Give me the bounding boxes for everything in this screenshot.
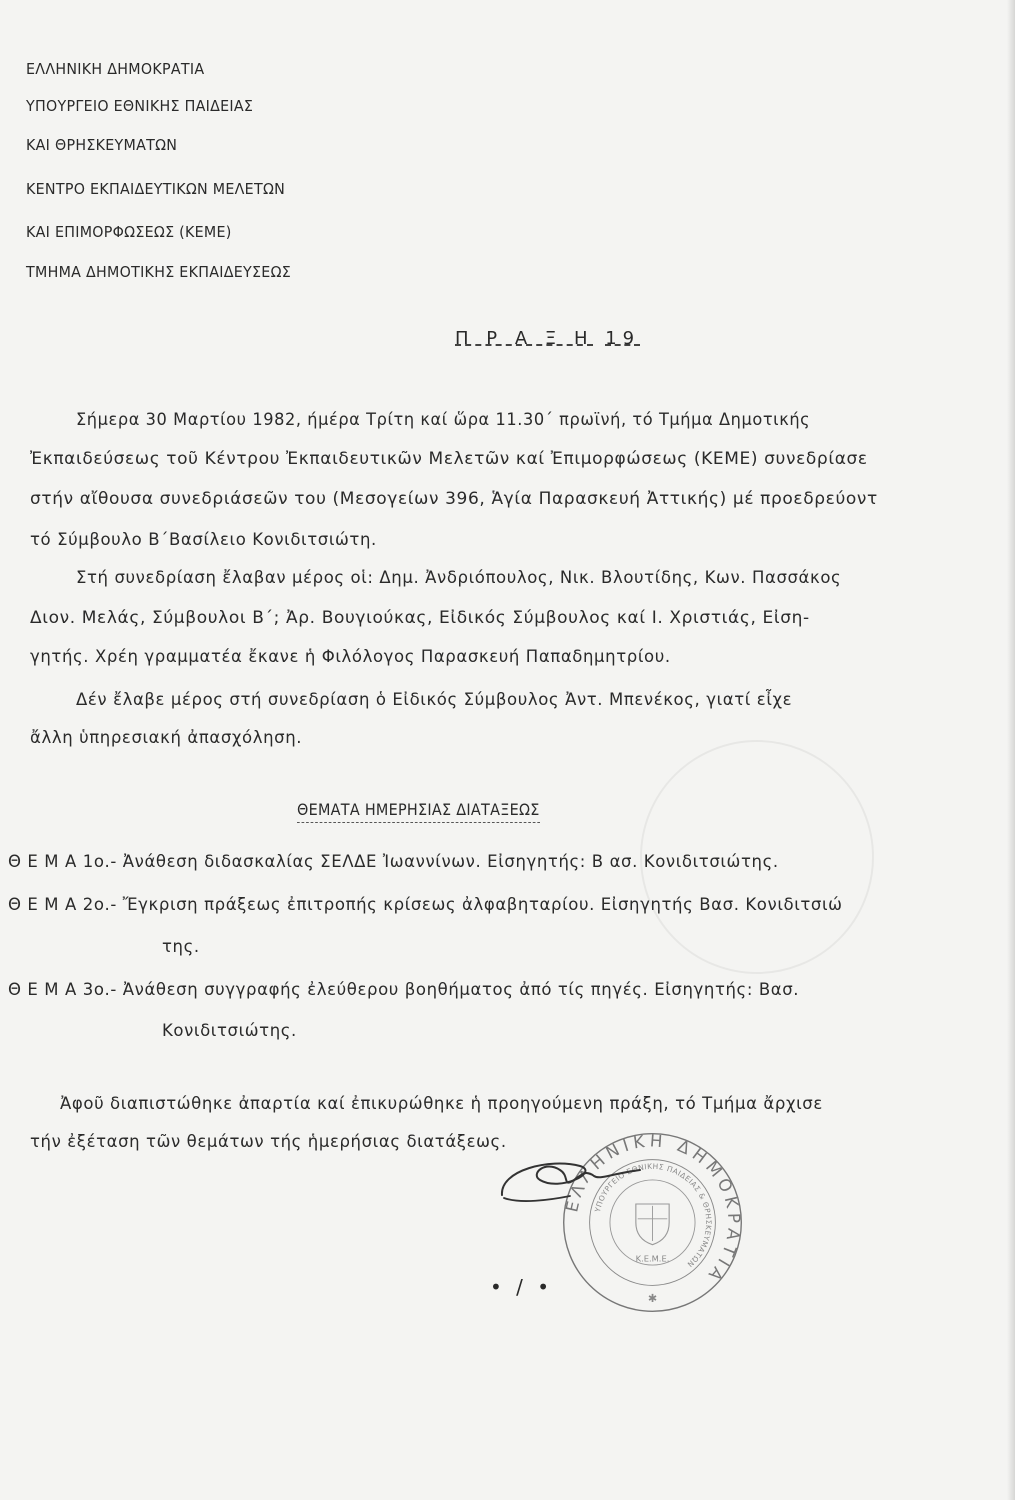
header-line-4: ΚΕΝΤΡΟ ΕΚΠΑΙΔΕΥΤΙΚΩΝ ΜΕΛΕΤΩΝ [26, 180, 286, 198]
closing-line-2: τήν ἐξέταση τῶν θεμάτων τής ἡμερήσιας διατάξεως. [30, 1132, 507, 1151]
paragraph-2-line-2: Διον. Μελάς, Σύμβουλοι Β΄; Ἀρ. Βουγιούκας, Εἰδικός Σύμβουλος καί Ι. Χριστιάς, Εἰση- [30, 608, 810, 627]
continued-marker: • / • [490, 1275, 554, 1299]
paragraph-2-line-3: γητής. Χρέη γραμματέα ἔκανε ἡ Φιλόλογος Παρασκευή Παπαδημητρίου. [30, 647, 671, 666]
agenda-item-2-line-1: Θ Ε Μ Α 2ο.- Ἔγκριση πράξεως ἐπιτροπής κρίσεως ἀλφαβηταρίου. Εἰσηγητής Βασ. Κονιδιτσιώ [8, 895, 843, 914]
seal-center-text: Κ.Ε.Μ.Ε. [635, 1253, 670, 1264]
paragraph-1-line-4: τό Σύμβουλο Β΄Βασίλειο Κονιδιτσιώτη. [30, 530, 377, 549]
paragraph-2-line-1: Στή συνεδρίαση ἔλαβαν μέρος οἱ: Δημ. Ἀνδριόπουλος, Νικ. Βλουτίδης, Κων. Πασσάκος [76, 568, 842, 587]
paragraph-1-line-2: Ἐκπαιδεύσεως τοῦ Κέντρου Ἐκπαιδευτικῶν Μελετῶν καί Ἐπιμορφώσεως (ΚΕΜΕ) συνεδρίασε [30, 449, 868, 468]
seal-outer-text: ΕΛΛΗΝΙΚΗ ΔΗΜΟΚΡΑΤΙΑ [562, 1131, 744, 1288]
handwritten-signature [490, 1140, 650, 1220]
closing-line-1: Ἀφοῦ διαπιστώθηκε ἀπαρτία καί ἐπικυρώθηκε ἡ προηγούμενη πράξη, τό Τμήμα ἄρχισε [60, 1094, 823, 1113]
agenda-title: ΘΕΜΑΤΑ ΗΜΕΡΗΣΙΑΣ ΔΙΑΤΑΞΕΩΣ [297, 800, 540, 823]
paragraph-1-line-3: στήν αἴθουσα συνεδριάσεῶν του (Μεσογείων 396, Ἁγία Παρασκευή Ἀττικής) μέ προεδρεύοντ [30, 489, 878, 508]
paragraph-3-line-2: ἄλλη ὑπηρεσιακή ἀπασχόληση. [30, 728, 303, 747]
paragraph-3-line-1: Δέν ἔλαβε μέρος στή συνεδρίαση ὁ Εἰδικός Σύμβουλος Ἀντ. Μπενέκος, γιατί εἶχε [76, 690, 793, 709]
paragraph-1-line-1: Σήμερα 30 Μαρτίου 1982, ήμέρα Τρίτη καί ὥρα 11.30΄ πρωϊνή, τό Τμήμα Δημοτικής [76, 410, 811, 429]
title-number: 19 [605, 328, 641, 349]
agenda-item-3-line-2: Κονιδιτσιώτης. [162, 1021, 297, 1040]
page-edge-shadow [1007, 0, 1015, 1500]
seal-inner-text: ΥΠΟΥΡΓΕΙΟ ΕΘΝΙΚΗΣ ΠΑΙΔΕΙΑΣ & ΘΡΗΣΚΕΥΜΑΤΩΝ [592, 1161, 714, 1270]
seal-star-icon: ✱ [647, 1292, 658, 1306]
agenda-item-1: Θ Ε Μ Α 1ο.- Ἀνάθεση διδασκαλίας ΣΕΛΔΕ Ἰωαννίνων. Εἰσηγητής: Β ασ. Κονιδιτσιώτης. [8, 852, 779, 871]
header-line-2: ΥΠΟΥΡΓΕΙΟ ΕΘΝΙΚΗΣ ΠΑΙΔΕΙΑΣ [26, 97, 254, 115]
header-line-5: ΚΑΙ ΕΠΙΜΟΡΦΩΣΕΩΣ (ΚΕΜΕ) [26, 223, 232, 241]
document-title [455, 328, 640, 349]
agenda-item-3-line-1: Θ Ε Μ Α 3ο.- Ἀνάθεση συγγραφής ἐλεύθερου βοηθήματος ἀπό τίς πηγές. Εἰσηγητής: Βασ. [8, 980, 800, 999]
agenda-item-2-line-2: της. [162, 937, 200, 956]
header-line-6: ΤΜΗΜΑ ΔΗΜΟΤΙΚΗΣ ΕΚΠΑΙΔΕΥΣΕΩΣ [26, 263, 292, 281]
header-line-3: ΚΑΙ ΘΡΗΣΚΕΥΜΑΤΩΝ [26, 136, 178, 154]
header-line-1: ΕΛΛΗΝΙΚΗ ΔΗΜΟΚΡΑΤΙΑ [26, 60, 205, 78]
title-label: Π Ρ Α Ξ Η [455, 328, 594, 349]
